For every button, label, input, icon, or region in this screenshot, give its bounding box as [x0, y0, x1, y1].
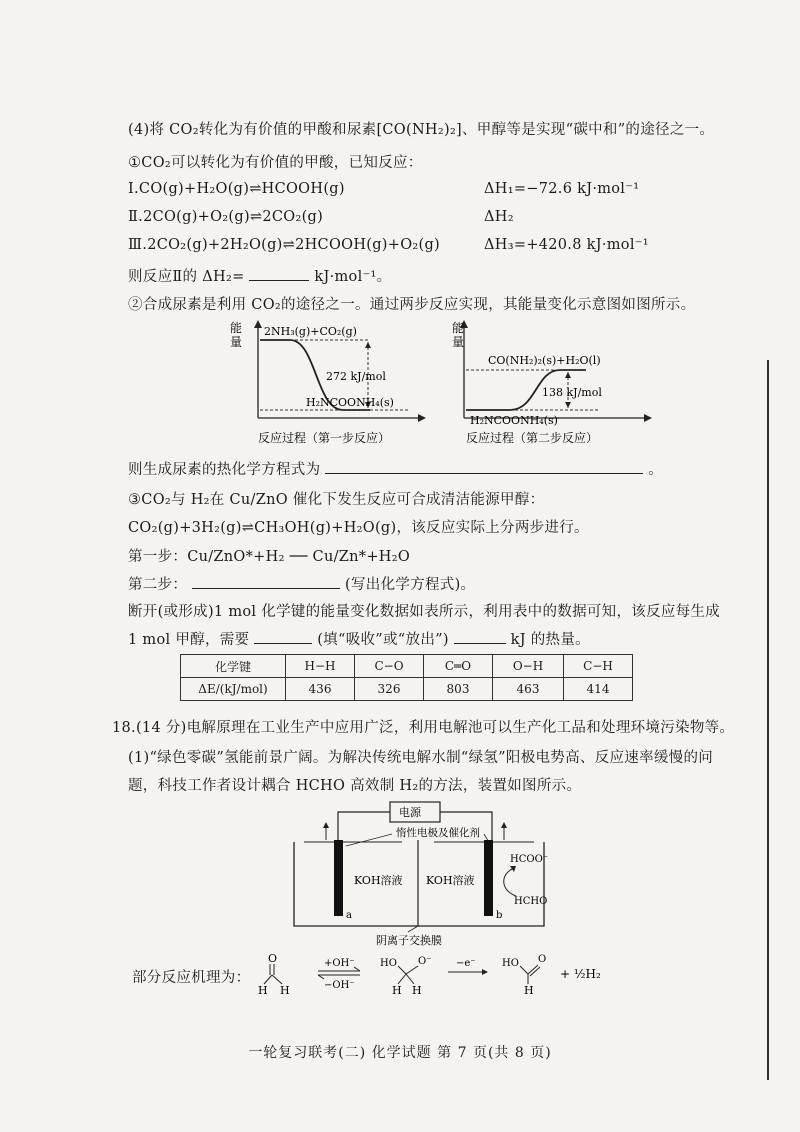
- intermediate-o-minus: O⁻: [418, 956, 432, 967]
- diagram1-ylabel-top: 能: [230, 321, 243, 335]
- electrolysis-cell: [294, 842, 544, 926]
- q17-sub1-title: ①CO₂可以转化为有价值的甲酸，已知反应：: [128, 155, 423, 171]
- diagram1-bottom-species: H₂NCOONH₄(s): [306, 396, 394, 409]
- plus-oh-label: +OH⁻: [324, 958, 355, 969]
- intro2-part-b: (填“吸收”或“放出”): [317, 632, 449, 648]
- q17-part4-intro: (4)将 CO₂转化为有价值的甲酸和尿素[CO(NH₂)₂]、甲醇等是实现“碳中和”的途径之一。: [128, 122, 715, 138]
- table-header-cell: C−O: [355, 655, 424, 678]
- q18-part1-line2: 题，科技工作者设计耦合 HCHO 高效制 H₂的方法，装置如图所示。: [128, 778, 582, 794]
- methanol-step1: 第一步：Cu/ZnO*+H₂ ── Cu/Zn*+H₂O: [128, 549, 411, 565]
- q18-stem: 18.(14 分)电解原理在工业生产中应用广泛，利用电解池可以生产化工品和处理环境污染物等。: [112, 720, 735, 736]
- dh2-answer-blank[interactable]: [249, 266, 309, 281]
- diagram2-xlabel: 反应过程（第二步反应）: [466, 431, 599, 445]
- table-header-row: [181, 655, 633, 678]
- bond-table-intro-line2: [128, 628, 590, 649]
- table-cell: 414: [564, 678, 633, 701]
- formaldehyde-h1: H: [258, 984, 268, 997]
- step2-suffix: (写出化学方程式)。: [345, 577, 476, 593]
- reaction-2-enthalpy: ΔH₂: [484, 209, 514, 225]
- electrode-b-label: b: [496, 910, 503, 921]
- intermediate-ho: HO: [380, 958, 397, 969]
- dh2-question-suffix: kJ·mol⁻¹。: [314, 269, 392, 285]
- product-ho: HO: [502, 958, 519, 969]
- table-cell: ΔE/(kJ/mol): [181, 678, 286, 701]
- electrode-a-label: a: [346, 910, 352, 921]
- minus-e-label: −e⁻: [456, 958, 476, 969]
- electrolysis-apparatus: [284, 800, 568, 950]
- reaction-3-equation: Ⅲ.2CO₂(g)+2H₂O(g)⇌2HCOOH(g)+O₂(g): [128, 237, 440, 253]
- energy-diagram-step2: [450, 318, 660, 450]
- intro2-part-c: kJ 的热量。: [510, 632, 590, 648]
- diagram1-top-species: 2NH₃(g)+CO₂(g): [264, 325, 357, 338]
- table-cell: 463: [493, 678, 564, 701]
- q17-sub3-title: ③CO₂与 H₂在 Cu/ZnO 催化下发生反应可合成清洁能源甲醇：: [128, 492, 545, 508]
- table-header-cell: 化学键: [181, 655, 286, 678]
- intermediate-h2: H: [412, 984, 422, 997]
- right-solution-label: KOH溶液: [426, 874, 475, 887]
- electrode-a: [334, 840, 343, 916]
- step2-prefix: 第二步：: [128, 577, 188, 593]
- formate-label: HCOO⁻: [510, 854, 549, 865]
- bond-table-intro-line1: 断开(或形成)1 mol 化学键的能量变化数据如表所示，利用表中的数据可知，该反应每生成: [128, 604, 721, 620]
- urea-equation-question: [128, 458, 663, 479]
- reaction-2-equation: Ⅱ.2CO(g)+O₂(g)⇌2CO₂(g): [128, 209, 324, 225]
- q18-part1-line1: (1)“绿色零碳”氢能前景广阔。为解决传统电解水制“绿氢”阳极电势高、反应速率缓慢的问: [128, 750, 714, 766]
- dh2-question-prefix: 则反应Ⅱ的 ΔH₂=: [128, 269, 245, 285]
- table-cell: 436: [286, 678, 355, 701]
- formaldehyde-label: HCHO: [514, 896, 548, 907]
- energy-diagram-step1: [228, 318, 428, 450]
- power-source-label: 电源: [399, 806, 421, 819]
- diagram1-energy-label: 272 kJ/mol: [326, 370, 386, 383]
- reaction-mechanism: [254, 948, 624, 1002]
- left-solution-label: KOH溶液: [354, 874, 403, 887]
- dh2-question: [128, 265, 391, 286]
- q17-sub2-title: ②合成尿素是利用 CO₂的途径之一。通过两步反应实现，其能量变化示意图如图所示。: [128, 297, 696, 313]
- electrode-b: [484, 840, 493, 916]
- table-header-cell: C═O: [424, 655, 493, 678]
- step2-equation-blank[interactable]: [192, 574, 340, 589]
- bond-energy-table: [180, 654, 633, 701]
- product-oxygen: O: [538, 954, 547, 965]
- diagram2-ylabel-bottom: 量: [452, 335, 465, 349]
- heat-amount-blank[interactable]: [454, 629, 506, 644]
- reaction-3-enthalpy: ΔH₃=+420.8 kJ·mol⁻¹: [484, 237, 649, 253]
- page-footer: 一轮复习联考(二) 化学试题 第 7 页(共 8 页): [248, 1045, 552, 1061]
- minus-oh-label: −OH⁻: [324, 980, 355, 991]
- table-header-cell: C−H: [564, 655, 633, 678]
- diagram1-xlabel: 反应过程（第一步反应）: [258, 431, 391, 445]
- formaldehyde-oxygen: O: [268, 952, 278, 965]
- table-header-cell: O−H: [493, 655, 564, 678]
- reaction-1-equation: Ⅰ.CO(g)+H₂O(g)⇌HCOOH(g): [128, 181, 345, 197]
- reaction-1-enthalpy: ΔH₁=−72.6 kJ·mol⁻¹: [484, 181, 640, 197]
- absorb-release-blank[interactable]: [254, 629, 312, 644]
- diagram2-energy-label: 138 kJ/mol: [542, 386, 602, 399]
- urea-question-text: 则生成尿素的热化学方程式为: [128, 462, 321, 478]
- urea-question-end: 。: [648, 462, 664, 478]
- formaldehyde-h2: H: [280, 984, 290, 997]
- mechanism-label: 部分反应机理为：: [132, 970, 251, 986]
- half-h2-label: + ½H₂: [560, 967, 601, 981]
- electrode-label: 惰性电极及催化剂: [396, 827, 480, 839]
- product-h: H: [524, 984, 534, 997]
- table-cell: 326: [355, 678, 424, 701]
- diagram1-ylabel-bottom: 量: [230, 335, 243, 349]
- membrane-label: 阴离子交换膜: [376, 934, 442, 947]
- diagram2-top-species: CO(NH₂)₂(s)+H₂O(l): [488, 354, 601, 367]
- table-row: [181, 678, 633, 701]
- intro2-part-a: 1 mol 甲醇，需要: [128, 632, 250, 648]
- intermediate-h1: H: [392, 984, 402, 997]
- diagram2-ylabel-top: 能: [452, 321, 465, 335]
- page-edge-line: [767, 360, 769, 1080]
- methanol-overall-reaction: CO₂(g)+3H₂(g)⇌CH₃OH(g)+H₂O(g)，该反应实际上分两步进行。: [128, 520, 589, 536]
- diagram2-bottom-species: H₂NCOONH₄(s): [470, 414, 558, 427]
- methanol-step2-question: [128, 573, 475, 594]
- table-header-cell: H−H: [286, 655, 355, 678]
- urea-equation-blank[interactable]: [325, 459, 643, 474]
- table-cell: 803: [424, 678, 493, 701]
